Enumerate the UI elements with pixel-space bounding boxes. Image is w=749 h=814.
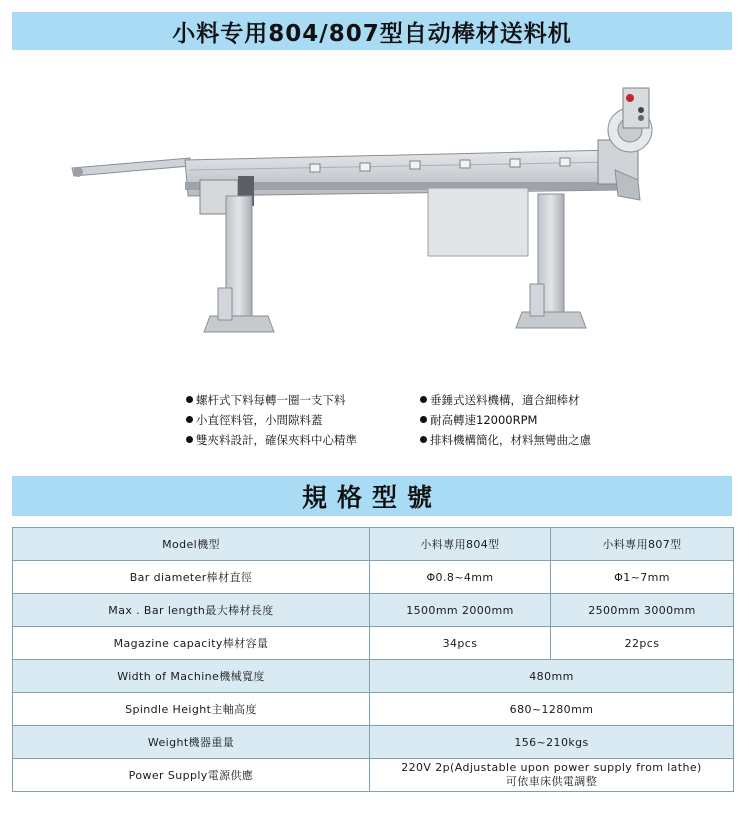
feature-item: 垂錘式送料機構，適合細棒材 xyxy=(420,392,660,408)
table-row xyxy=(13,561,734,594)
feature-item: 耐高轉速12000RPM xyxy=(420,412,660,428)
cell-shared xyxy=(370,759,734,792)
feature-item: 雙夾料設計，確保夾料中心精準 xyxy=(186,432,420,448)
feature-item: 排料機構簡化，材料無彎曲之慮 xyxy=(420,432,660,448)
cell-shared: 480mm xyxy=(370,660,734,693)
cell-807: 22pcs xyxy=(551,627,734,660)
page-title: 小料专用804/807型自动棒材送料机 xyxy=(12,12,732,50)
row-label: Bar diameter棒材直徑 xyxy=(13,561,370,594)
header-model-804: 小料專用804型 xyxy=(370,528,551,561)
cell-shared: 156~210kgs xyxy=(370,726,734,759)
bullet-icon xyxy=(420,396,427,403)
bar-feeder-machine-image xyxy=(40,70,720,370)
power-supply-line-2: 可依車床供電調整 xyxy=(505,775,598,788)
feature-item: 小直徑料管，小間隙料蓋 xyxy=(186,412,420,428)
header-model-807: 小料專用807型 xyxy=(551,528,734,561)
cell-804: 34pcs xyxy=(370,627,551,660)
bullet-icon xyxy=(186,416,193,423)
table-row xyxy=(13,594,734,627)
bullet-icon xyxy=(420,436,427,443)
row-label: Weight機器重量 xyxy=(13,726,370,759)
feature-list xyxy=(186,392,666,448)
spec-heading: 規格型號 xyxy=(12,476,732,516)
power-supply-line-1: 220V 2p(Adjustable upon power supply from lathe) xyxy=(401,761,702,774)
table-row xyxy=(13,726,734,759)
bullet-icon xyxy=(186,396,193,403)
row-label: Magazine capacity棒材容量 xyxy=(13,627,370,660)
bullet-icon xyxy=(420,416,427,423)
row-label: Spindle Height主軸高度 xyxy=(13,693,370,726)
table-row xyxy=(13,660,734,693)
row-label: Width of Machine機械寬度 xyxy=(13,660,370,693)
table-row xyxy=(13,693,734,726)
header-model-label: Model機型 xyxy=(13,528,370,561)
spec-table xyxy=(12,527,734,792)
cell-shared: 680~1280mm xyxy=(370,693,734,726)
cell-807: Φ1~7mm xyxy=(551,561,734,594)
table-header-row xyxy=(13,528,734,561)
bullet-icon xyxy=(186,436,193,443)
table-row xyxy=(13,759,734,792)
cell-804: Φ0.8~4mm xyxy=(370,561,551,594)
cell-807: 2500mm 3000mm xyxy=(551,594,734,627)
cell-804: 1500mm 2000mm xyxy=(370,594,551,627)
table-row xyxy=(13,627,734,660)
row-label: Power Supply電源供應 xyxy=(13,759,370,792)
bar-feeder-illustration xyxy=(72,88,652,332)
row-label: Max . Bar length最大棒材長度 xyxy=(13,594,370,627)
feature-item: 螺杆式下料每轉一圈一支下料 xyxy=(186,392,420,408)
